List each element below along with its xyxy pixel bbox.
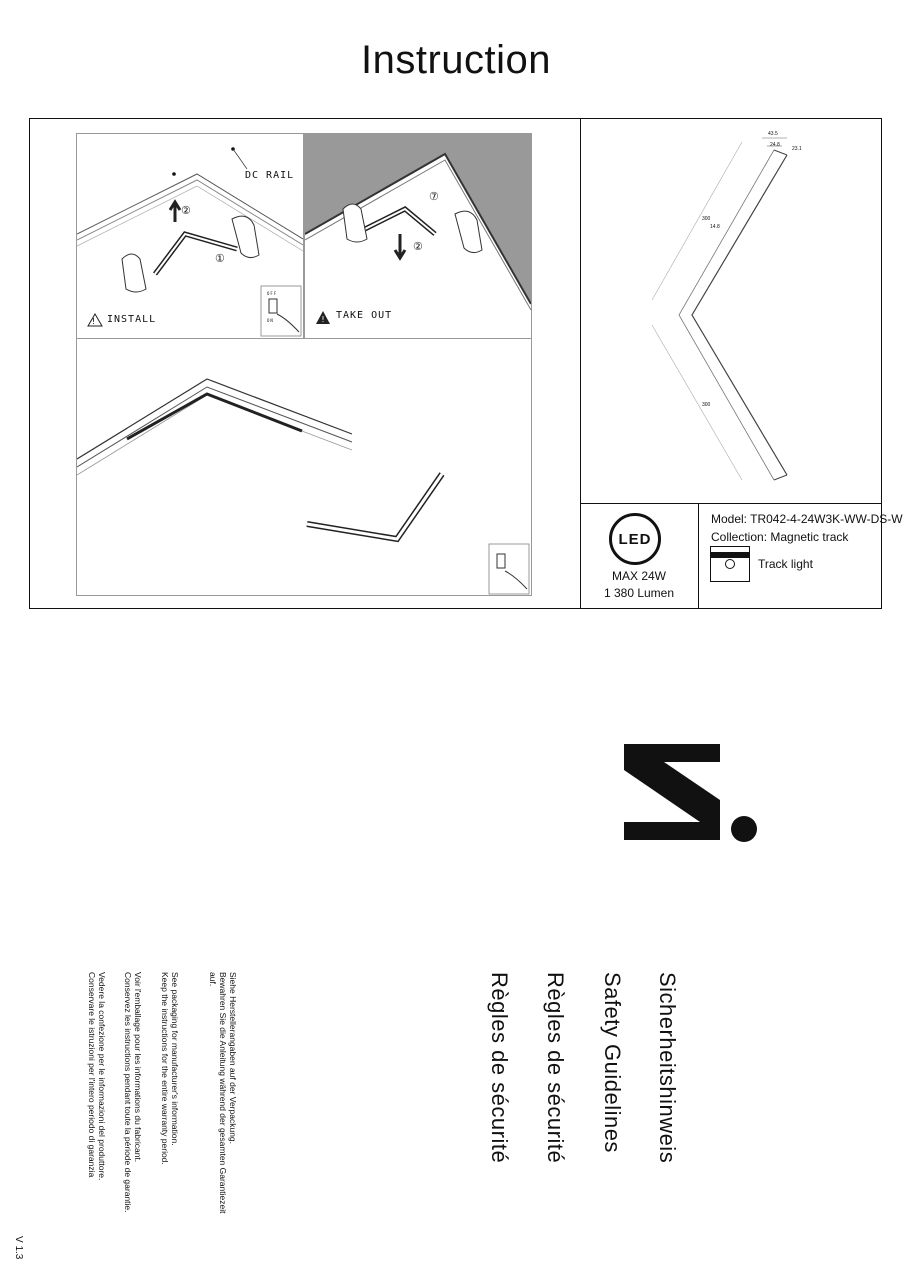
led-badge-text: LED	[618, 530, 652, 548]
dimension-label: 300	[702, 402, 711, 408]
dimension-label: 300	[702, 216, 711, 222]
step-number: ①	[215, 252, 226, 265]
switch-off-label: OFF	[267, 291, 278, 296]
take-out-label: TAKE OUT	[336, 310, 393, 321]
divider	[698, 503, 699, 609]
install-label: INSTALL	[107, 314, 157, 325]
led-icon	[609, 513, 661, 565]
dimension-drawing	[582, 120, 880, 502]
divider	[580, 503, 882, 504]
step-number: ②	[413, 240, 424, 253]
dimension-label: 23.1	[792, 146, 802, 152]
model-name: Model: TR042-4-24W3K-WW-DS-W	[711, 512, 903, 526]
install-illustration	[77, 134, 303, 338]
step-number: ②	[181, 204, 192, 217]
switch-on-label: ON	[267, 318, 274, 323]
safety-text: Bewahren Sie die Anleitung während der gesamten Garantiezeit	[218, 972, 228, 1214]
safety-text: Conservare le istruzioni per l'intero periodo di garanzia	[87, 972, 97, 1178]
safety-heading: Safety Guidelines	[600, 972, 625, 1153]
take-out-panel	[304, 133, 532, 339]
install-panel	[76, 133, 304, 339]
product-type: Track light	[758, 557, 813, 571]
safety-heading: Règles de sécurité	[543, 972, 568, 1164]
dimension-label: 14.8	[710, 224, 720, 230]
safety-heading: Règles de sécurité	[487, 972, 512, 1164]
overview-panel	[76, 338, 532, 596]
take-out-illustration	[305, 134, 531, 338]
max-power: MAX 24W	[611, 569, 666, 583]
track-light-icon	[710, 546, 750, 582]
dc-rail-label: DC RAIL	[245, 170, 295, 181]
warning-icon: !	[321, 315, 325, 324]
safety-text: auf.	[208, 972, 218, 987]
brand-logo	[620, 740, 760, 850]
step-number: ⑦	[429, 190, 440, 203]
safety-text: Siehe Herstellerangaben auf der Verpackung.	[228, 972, 238, 1145]
lumen-value: 1 380 Lumen	[603, 586, 675, 600]
overview-illustration	[77, 339, 531, 595]
divider	[580, 118, 581, 609]
safety-text: Voir l'emballage pour les informations du fabricant.	[133, 972, 143, 1163]
safety-text: See packaging for manufacturer's information.	[170, 972, 180, 1146]
safety-text: Keep the instructions for the entire warranty period.	[160, 972, 170, 1165]
safety-text: Vedere la confezione per le informazioni del produttore.	[97, 972, 107, 1181]
collection-name: Collection: Magnetic track	[711, 530, 849, 544]
page-title: Instruction	[360, 38, 552, 82]
safety-heading: Sicherheitshinweis	[655, 972, 680, 1164]
warning-icon: !	[91, 317, 96, 326]
safety-text: Conservez les instructions pendant toute la période de garantie.	[123, 972, 133, 1213]
dimension-label: 43.5	[768, 131, 778, 137]
version-label: V 1.3	[13, 1236, 24, 1260]
dimension-label: 24.8	[770, 142, 780, 148]
